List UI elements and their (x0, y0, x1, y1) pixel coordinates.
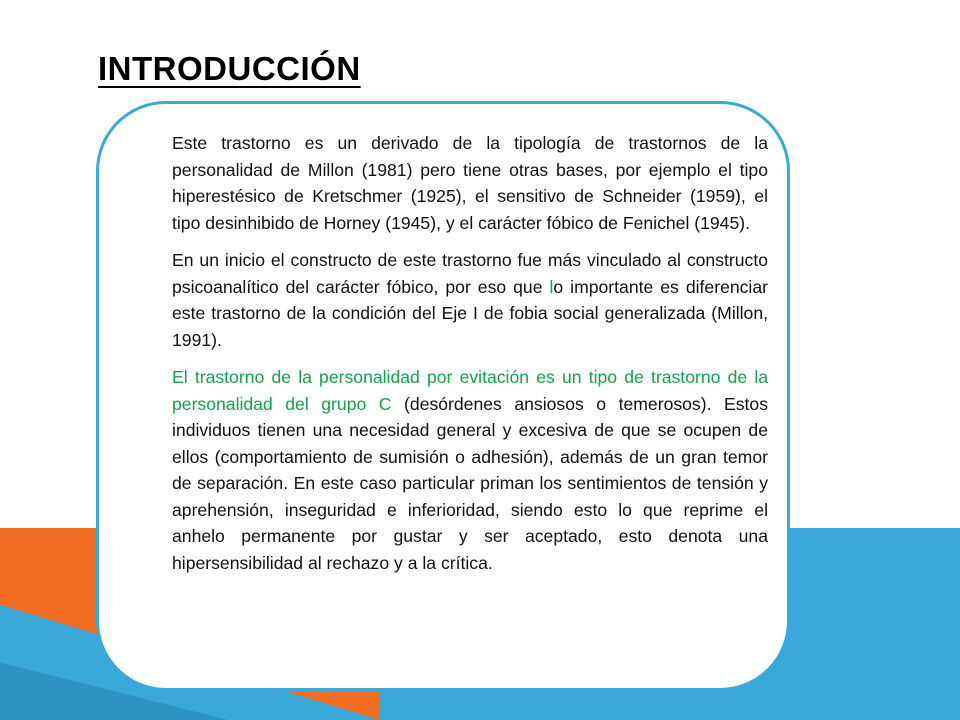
paragraph-3-link-el[interactable]: El (172, 367, 188, 387)
paragraph-2 (172, 247, 768, 353)
paragraph-3 (172, 364, 768, 576)
paragraph-2-text-start: En un inicio el constructo de este trastorno fue más vinculado al constructo psicoanalítico del carácter fóbico, por eso que (172, 250, 768, 297)
paragraph-3-gap (188, 367, 195, 387)
paragraph-3-link-disorder[interactable]: trastorno de la personalidad por evitación es un tipo de trastorno de la personalidad del grupo C (172, 367, 769, 414)
slide-title: INTRODUCCIÓN (98, 50, 361, 87)
content-text (172, 130, 768, 587)
paragraph-1: Este trastorno es un derivado de la tipología de trastornos de la personalidad de Millon (1981) pero tiene otras bases, por ejemplo el tipo hiperestésico de Kretschmer (1925), el sensitivo de Schneider (1959), el tipo desinhibido de Horney (1945), y el carácter fóbico de Fenichel (1945). (172, 133, 768, 233)
paragraph-3-text-end: (desórdenes ansiosos o temerosos). Estos individuos tienen una necesidad general y excesiva de que se ocupen de ellos (comportamiento de sumisión o adhesión), además de un gran temor de separación. En este caso particular priman los sentimientos de tensión y aprehensión, inseguridad e inferioridad, siendo esto lo que reprime el anhelo permanente por gustar y ser aceptado, esto denota una hipersensibilidad al rechazo y a la crítica. (172, 393, 768, 573)
paragraph-2-text-end: o importante es diferenciar este trastorno de la condición del Eje I de fobia social generalizada (Millon, 1991). (172, 276, 768, 350)
paragraph-2-link[interactable]: l (549, 276, 554, 297)
